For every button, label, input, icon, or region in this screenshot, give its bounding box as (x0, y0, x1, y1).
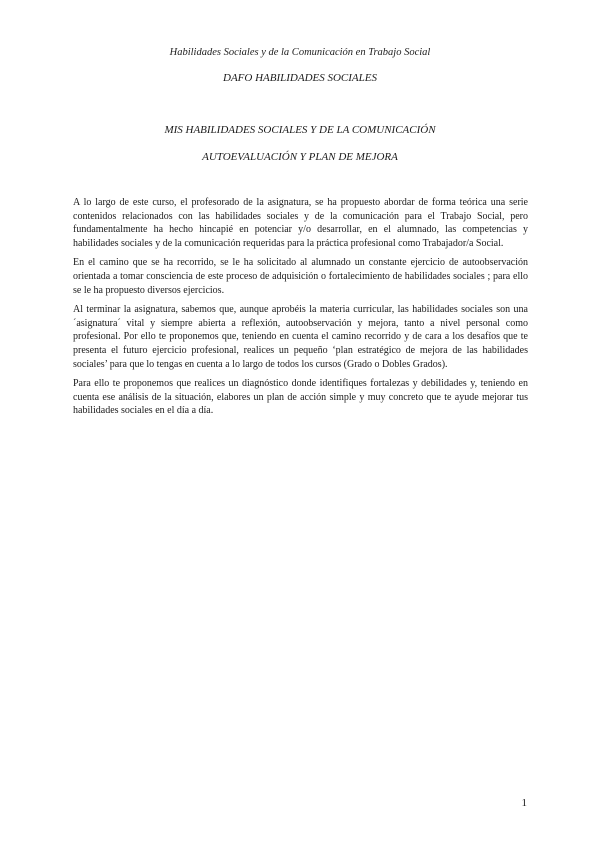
section-title: MIS HABILIDADES SOCIALES Y DE LA COMUNICACIÓN (164, 124, 436, 136)
paragraph-1: A lo largo de este curso, el profesorado de la asignatura, se ha propuesto abordar de forma teórica una serie contenidos relacionados con las habilidades sociales y de la comunicación para el Trabajo Social, pero fundamentalmente ha hecho hincapié en potenciar y/o desarrollar, en el alumnado, las competencias y habilidades sociales y de la comunicación requeridas para la práctica profesional como Trabajador/a Social. (73, 197, 528, 249)
paragraph-2: En el camino que se ha recorrido, se le ha solicitado al alumnado un constante ejercicio de autoobservación orientada a tomar consciencia de este proceso de adquisición o fortalecimiento de habilidades sociales ; para ello se le ha propuesto diversos ejercicios. (73, 257, 528, 296)
page-number: 1 (521, 797, 527, 809)
paragraph-3: Al terminar la asignatura, sabemos que, aunque aprobéis la materia curricular, las habilidades sociales son una ´asignatura´ vital y siempre abierta a reflexión, autoobservación y mejora, tanto a nivel personal como profesional. Por ello te proponemos que, teniendo en cuenta el camino recorrido y de cara a los desafíos que te presenta el futuro ejercicio profesional, realices un pequeño ‘plan estratégico de mejora de las habilidades sociales’ para que lo tengas en cuenta a lo largo de todos los cursos (Grado o Dobles Grados). (73, 304, 528, 370)
document-title: DAFO HABILIDADES SOCIALES (223, 72, 377, 84)
paragraph-4: Para ello te proponemos que realices un diagnóstico donde identifiques fortalezas y debilidades y, teniendo en cuenta ese análisis de la situación, elabores un plan de acción simple y muy concreto que te ayude mejorar tus habilidades sociales en el día a día. (73, 378, 528, 417)
body-text (73, 196, 528, 424)
running-header: Habilidades Sociales y de la Comunicación en Trabajo Social (169, 47, 431, 58)
section-subtitle: AUTOEVALUACIÓN Y PLAN DE MEJORA (202, 151, 398, 163)
